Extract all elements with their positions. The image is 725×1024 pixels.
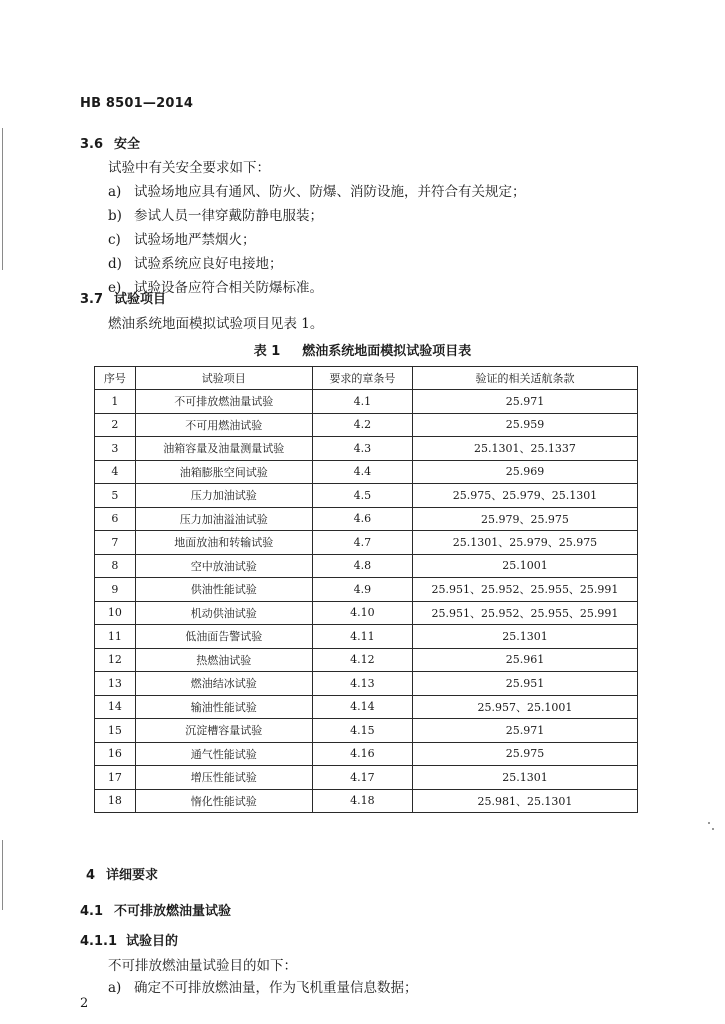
test-item: 机动供油试验 (135, 601, 312, 625)
test-item: 沉淀槽容量试验 (135, 719, 312, 743)
section-number: 3.7 (80, 292, 104, 307)
row-number: 5 (95, 484, 136, 508)
row-number: 10 (95, 601, 136, 625)
section-number: 4.1 (80, 904, 104, 919)
airworthiness-clauses: 25.1001 (412, 554, 637, 578)
airworthiness-clauses: 25.975 (412, 742, 637, 766)
row-number: 11 (95, 625, 136, 649)
section-number: 4 (86, 868, 96, 883)
airworthiness-clauses: 25.971 (412, 719, 637, 743)
test-item: 油箱容量及油量测量试验 (135, 437, 312, 461)
list-item: d) 试验系统应良好电接地； (108, 256, 283, 272)
airworthiness-clauses: 25.957、25.1001 (412, 695, 637, 719)
row-number: 17 (95, 766, 136, 790)
row-number: 8 (95, 554, 136, 578)
test-item: 空中放油试验 (135, 554, 312, 578)
table-row (95, 719, 638, 743)
scan-edge-line (2, 128, 3, 270)
clause-number: 4.16 (312, 742, 412, 766)
clause-number: 4.9 (312, 578, 412, 602)
row-number: 4 (95, 460, 136, 484)
section-3-6-intro: 试验中有关安全要求如下： (108, 160, 270, 176)
clause-number: 4.14 (312, 695, 412, 719)
airworthiness-clauses: 25.1301、25.1337 (412, 437, 637, 461)
section-4-1-heading (80, 900, 231, 919)
test-item: 压力加油溢油试验 (135, 507, 312, 531)
airworthiness-clauses: 25.951、25.952、25.955、25.991 (412, 578, 637, 602)
row-number: 1 (95, 390, 136, 414)
table-row (95, 789, 638, 813)
test-item: 不可排放燃油量试验 (135, 390, 312, 414)
row-number: 3 (95, 437, 136, 461)
airworthiness-clauses: 25.969 (412, 460, 637, 484)
row-number: 12 (95, 648, 136, 672)
airworthiness-clauses: 25.961 (412, 648, 637, 672)
clause-number: 4.11 (312, 625, 412, 649)
section-title: 试验目的 (126, 934, 179, 949)
column-header: 要求的章条号 (312, 367, 412, 390)
test-items-table (94, 366, 638, 813)
test-item: 惰化性能试验 (135, 789, 312, 813)
row-number: 9 (95, 578, 136, 602)
row-number: 6 (95, 507, 136, 531)
clause-number: 4.1 (312, 390, 412, 414)
clause-number: 4.4 (312, 460, 412, 484)
row-number: 7 (95, 531, 136, 555)
table-caption-number: 表 1 (253, 344, 281, 359)
list-item: a) 试验场地应具有通风、防火、防爆、消防设施，并符合有关规定； (108, 184, 526, 200)
test-item: 燃油结冰试验 (135, 672, 312, 696)
section-4-1-1-intro: 不可排放燃油量试验目的如下： (108, 958, 297, 974)
airworthiness-clauses: 25.1301 (412, 766, 637, 790)
scan-edge-line (2, 840, 3, 910)
clause-number: 4.5 (312, 484, 412, 508)
table-row (95, 578, 638, 602)
row-number: 18 (95, 789, 136, 813)
table-row (95, 766, 638, 790)
section-title: 安全 (114, 137, 141, 152)
page-number: 2 (80, 996, 89, 1011)
scan-dot (708, 822, 710, 824)
test-item: 供油性能试验 (135, 578, 312, 602)
test-item: 压力加油试验 (135, 484, 312, 508)
list-item: c) 试验场地严禁烟火； (108, 232, 256, 248)
table-row (95, 695, 638, 719)
table-row (95, 648, 638, 672)
section-3-7-text: 燃油系统地面模拟试验项目见表 1。 (108, 316, 324, 332)
test-item: 热燃油试验 (135, 648, 312, 672)
airworthiness-clauses: 25.1301、25.979、25.975 (412, 531, 637, 555)
section-number: 4.1.1 (80, 934, 118, 949)
scan-dot (712, 828, 714, 830)
section-3-7-heading (80, 288, 166, 307)
column-header: 验证的相关适航条款 (412, 367, 637, 390)
table-caption (0, 340, 725, 359)
clause-number: 4.17 (312, 766, 412, 790)
table-row (95, 437, 638, 461)
table-row (95, 460, 638, 484)
section-title: 详细要求 (106, 868, 159, 883)
table-row (95, 507, 638, 531)
section-4-heading (86, 864, 158, 883)
row-number: 15 (95, 719, 136, 743)
row-number: 13 (95, 672, 136, 696)
clause-number: 4.3 (312, 437, 412, 461)
table-row (95, 601, 638, 625)
test-item: 不可用燃油试验 (135, 413, 312, 437)
table-header-row (95, 367, 638, 390)
test-item: 地面放油和转输试验 (135, 531, 312, 555)
airworthiness-clauses: 25.979、25.975 (412, 507, 637, 531)
test-item: 通气性能试验 (135, 742, 312, 766)
section-3-6-heading (80, 133, 140, 152)
table-row (95, 413, 638, 437)
standard-number: HB 8501—2014 (80, 96, 194, 111)
table-row (95, 531, 638, 555)
column-header: 序号 (95, 367, 136, 390)
clause-number: 4.2 (312, 413, 412, 437)
clause-number: 4.12 (312, 648, 412, 672)
test-item: 增压性能试验 (135, 766, 312, 790)
airworthiness-clauses: 25.981、25.1301 (412, 789, 637, 813)
test-item: 油箱膨胀空间试验 (135, 460, 312, 484)
table-row (95, 484, 638, 508)
clause-number: 4.18 (312, 789, 412, 813)
airworthiness-clauses: 25.951、25.952、25.955、25.991 (412, 601, 637, 625)
list-item: b) 参试人员一律穿戴防静电服装； (108, 208, 323, 224)
table-row (95, 742, 638, 766)
airworthiness-clauses: 25.951 (412, 672, 637, 696)
table-row (95, 625, 638, 649)
table-row (95, 554, 638, 578)
list-item: e) 试验设备应符合相关防爆标准。 (108, 280, 323, 296)
section-title: 试验项目 (114, 292, 167, 307)
table-caption-title: 燃油系统地面模拟试验项目表 (302, 344, 472, 359)
row-number: 16 (95, 742, 136, 766)
test-item: 输油性能试验 (135, 695, 312, 719)
section-4-1-1-heading (80, 930, 178, 949)
clause-number: 4.15 (312, 719, 412, 743)
clause-number: 4.10 (312, 601, 412, 625)
clause-number: 4.13 (312, 672, 412, 696)
table-row (95, 672, 638, 696)
section-title: 不可排放燃油量试验 (114, 904, 232, 919)
list-item: a) 确定不可排放燃油量，作为飞机重量信息数据； (108, 980, 418, 996)
clause-number: 4.6 (312, 507, 412, 531)
column-header: 试验项目 (135, 367, 312, 390)
clause-number: 4.7 (312, 531, 412, 555)
row-number: 2 (95, 413, 136, 437)
test-item: 低油面告警试验 (135, 625, 312, 649)
airworthiness-clauses: 25.959 (412, 413, 637, 437)
table-row (95, 390, 638, 414)
airworthiness-clauses: 25.1301 (412, 625, 637, 649)
airworthiness-clauses: 25.975、25.979、25.1301 (412, 484, 637, 508)
airworthiness-clauses: 25.971 (412, 390, 637, 414)
clause-number: 4.8 (312, 554, 412, 578)
section-number: 3.6 (80, 137, 104, 152)
row-number: 14 (95, 695, 136, 719)
